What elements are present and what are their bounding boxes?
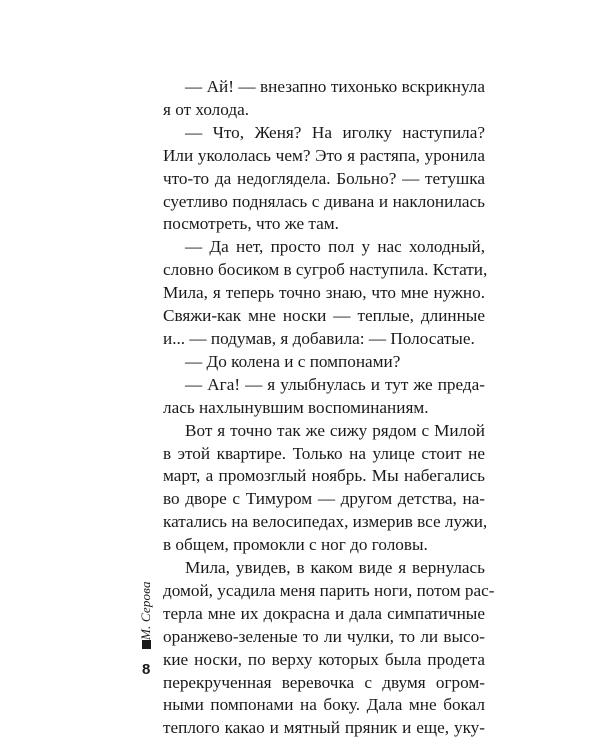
- text-line: что-то да недоглядела. Больно? — тетушка: [163, 168, 485, 188]
- square-marker-icon: [142, 640, 151, 649]
- text-line: оранжево-зеленые то ли чулки, то ли высо-: [163, 626, 485, 646]
- text-line: Мила, я теперь точно знаю, что мне нужно.: [163, 283, 485, 303]
- text-line: Вот я точно так же сижу рядом с Милой: [185, 420, 485, 440]
- text-line: — До колена и с помпонами?: [185, 351, 401, 371]
- text-line: март, а промозглый ноябрь. Мы набегались: [163, 466, 485, 486]
- text-line: я от холода.: [163, 99, 250, 119]
- text-line: и... — подумав, я добавила: — Полосатые.: [163, 328, 475, 348]
- text-line: суетливо поднялась с дивана и наклонилась: [163, 191, 485, 211]
- text-line: — Что, Женя? На иголку наступила?: [185, 122, 485, 142]
- text-line: перекрученная веревочка с двумя огром-: [163, 672, 485, 692]
- text-line: лась нахлынувшим воспоминаниям.: [163, 397, 429, 417]
- text-line: — Ага! — я улыбнулась и тут же преда-: [185, 374, 485, 394]
- text-line: словно босиком в сугроб наступила. Кстати,: [163, 260, 488, 280]
- text-line: в общем, промокли с ног до головы.: [163, 535, 428, 555]
- text-line: — Да нет, просто пол у нас холодный,: [185, 237, 485, 257]
- text-line: во дворе с Тимуром — другом детства, на-: [163, 489, 485, 509]
- text-line: Или укололась чем? Это я растяпа, уронила: [163, 145, 485, 165]
- text-line: в этой квартире. Только на улице стоит не: [163, 443, 485, 463]
- text-line: — Ай! — внезапно тихонько вскрикнула: [185, 77, 485, 96]
- text-line: Мила, увидев, в каком виде я вернулась: [185, 558, 485, 578]
- text-line: кие носки, по верху которых была продета: [163, 649, 485, 669]
- text-line: Свяжи-как мне носки — теплые, длинные: [163, 306, 485, 326]
- author-running-head: М. Серова: [138, 581, 153, 640]
- text-line: домой, усадила меня парить ноги, потом рас-: [163, 580, 495, 600]
- text-line: теплого какао и мятный пряник и еще, уку-: [163, 718, 485, 738]
- text-line: катались на велосипедах, измерив все лужи,: [163, 512, 488, 532]
- text-line: посмотреть, что же там.: [163, 214, 339, 234]
- text-line: терла мне их докрасна и дала симпатичные: [163, 603, 485, 623]
- body-text: [163, 76, 495, 740]
- text-line: ными помпонами на боку. Дала мне бокал: [163, 695, 485, 715]
- page-number: 8: [142, 661, 151, 678]
